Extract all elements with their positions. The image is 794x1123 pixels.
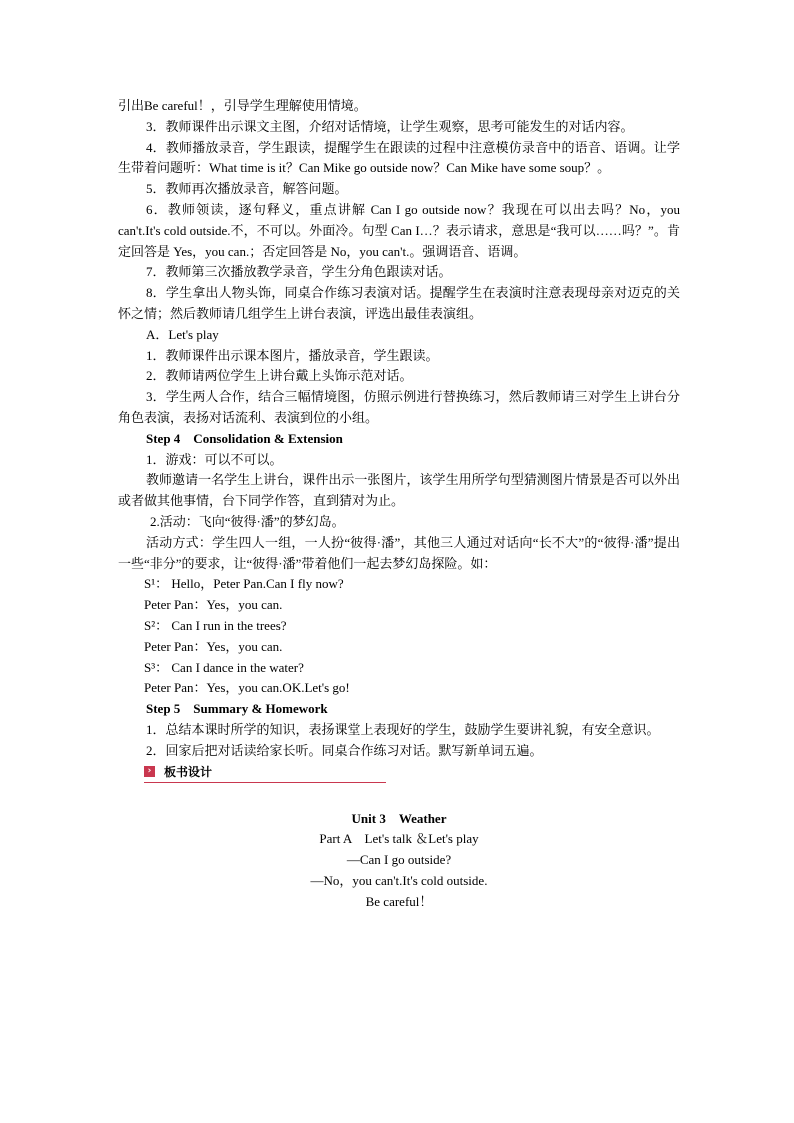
paragraph: 8．学生拿出人物头饰，同桌合作练习表演对话。提醒学生在表演时注意表现母亲对迈克的关怀之情；然后教师请几组学生上讲台表演，评选出最佳表演组。 bbox=[118, 285, 680, 321]
paragraph: 3．教师课件出示课文主图，介绍对话情境，让学生观察，思考可能发生的对话内容。 bbox=[146, 118, 634, 134]
paragraph: 1．游戏：可以不可以。 bbox=[146, 451, 283, 467]
utterance: Yes，you can.OK.Let's go! bbox=[206, 680, 350, 696]
board-title: Unit 3 Weather bbox=[351, 810, 447, 826]
paragraph: 活动方式：学生四人一组，一人扮“彼得·潘”，其他三人通过对话向“长不大”的“彼得·潘”提出一些“非分”的要求，让“彼得·潘”带着他们一起去梦幻岛探险。如： bbox=[118, 534, 680, 571]
dialogue-line bbox=[118, 637, 680, 658]
dialogue-line bbox=[118, 678, 680, 699]
board-question: —Can I go outside? bbox=[346, 852, 452, 868]
subheading: A．Let's play bbox=[146, 326, 219, 342]
paragraph: 6．教师领读，逐句释义，重点讲解 Can I go outside now？我现在可以出去吗？No，you can't.It's cold outside.不，不可以。外面冷。句型 Can I…？表示请求，意思是“我可以……吗？”。肯定回答是 Yes，you can.；否定回答是 No，you can't.。强调语音、语调。 bbox=[118, 201, 680, 259]
section-header bbox=[144, 763, 386, 783]
utterance: Can I run in the trees? bbox=[171, 617, 287, 633]
dialogue-example bbox=[118, 574, 680, 699]
chevron-right-icon: › bbox=[144, 766, 155, 777]
dialogue-line bbox=[118, 595, 680, 616]
utterance: Hello，Peter Pan.Can I fly now? bbox=[171, 576, 344, 592]
speaker: Peter Pan： bbox=[144, 680, 207, 696]
paragraph: 2．回家后把对话读给家长听。同桌合作练习对话。默写新单词五遍。 bbox=[146, 742, 543, 758]
step-heading: Step 5 Summary & Homework bbox=[146, 701, 328, 717]
section-label: 板书设计 bbox=[164, 764, 213, 779]
speaker: S²： bbox=[144, 617, 169, 633]
paragraph: 引出Be careful！，引导学生理解使用情境。 bbox=[118, 98, 367, 113]
document-page bbox=[118, 96, 680, 912]
speaker: S³： bbox=[144, 659, 169, 675]
dialogue-line bbox=[118, 574, 680, 595]
utterance: Yes，you can. bbox=[206, 638, 283, 654]
paragraph: 7．教师第三次播放教学录音，学生分角色跟读对话。 bbox=[146, 264, 452, 280]
speaker: Peter Pan： bbox=[144, 638, 207, 654]
blackboard-design bbox=[118, 809, 680, 913]
utterance: Can I dance in the water? bbox=[171, 659, 304, 675]
dialogue-line bbox=[118, 616, 680, 637]
board-answer: —No，you can't.It's cold outside. bbox=[310, 872, 488, 888]
paragraph: 教师邀请一名学生上讲台，课件出示一张图片，该学生用所学句型猜测图片情景是否可以外出或者做其他事情，台下同学作答，直到猜对为止。 bbox=[118, 472, 680, 509]
paragraph: 2．教师请两位学生上讲台戴上头饰示范对话。 bbox=[146, 368, 413, 384]
utterance: Yes，you can. bbox=[206, 597, 283, 613]
paragraph: 1．总结本课时所学的知识，表扬课堂上表现好的学生，鼓励学生要讲礼貌，有安全意识。 bbox=[146, 721, 660, 737]
speaker: Peter Pan： bbox=[144, 597, 207, 613]
board-part: Part A Let's talk ＆Let's play bbox=[319, 831, 479, 847]
paragraph: 1．教师课件出示课本图片，播放录音，学生跟读。 bbox=[146, 347, 439, 363]
step-heading: Step 4 Consolidation & Extension bbox=[146, 430, 343, 446]
paragraph: 3．学生两人合作，结合三幅情境图，仿照示例进行替换练习，然后教师请三对学生上讲台分角色表演，表扬对话流利、表演到位的小组。 bbox=[118, 389, 680, 425]
speaker: S¹： bbox=[144, 576, 169, 592]
paragraph: 2.活动：飞向“彼得·潘”的梦幻岛。 bbox=[150, 513, 345, 529]
board-caution: Be careful！ bbox=[365, 893, 433, 909]
dialogue-line bbox=[118, 658, 680, 679]
paragraph: 5．教师再次播放录音，解答问题。 bbox=[146, 181, 348, 197]
paragraph: 4．教师播放录音，学生跟读，提醒学生在跟读的过程中注意模仿录音中的语音、语调。让学生带着问题听：What time is it？Can Mike go outside now？Can Mike have some soup？。 bbox=[118, 139, 680, 176]
